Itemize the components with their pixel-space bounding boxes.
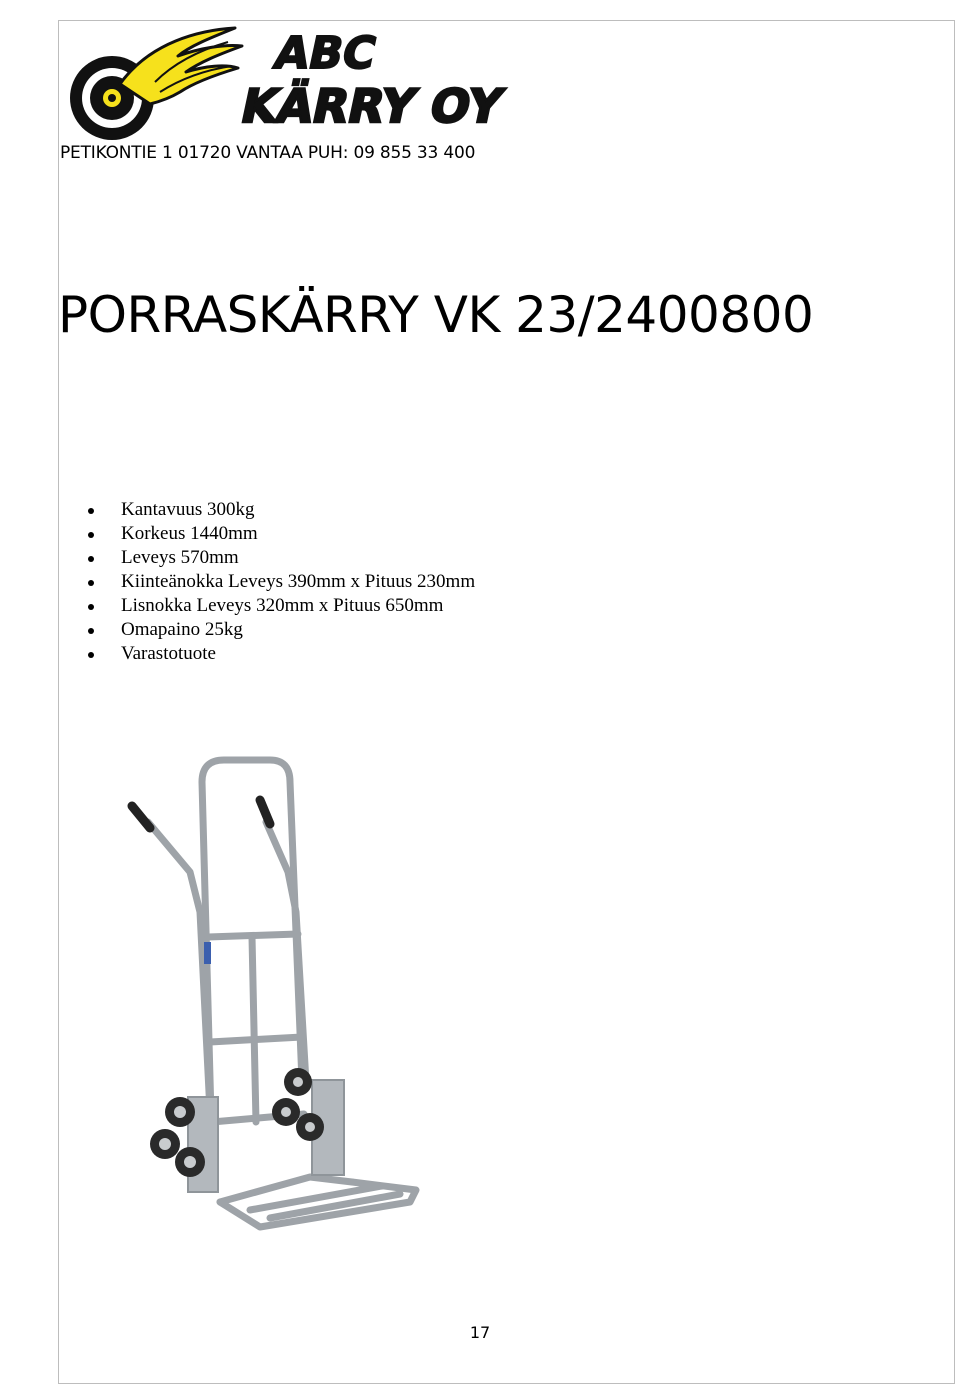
company-address: PETIKONTIE 1 01720 VANTAA PUH: 09 855 33 400 (60, 143, 476, 163)
spec-item-weight (85, 618, 475, 642)
bullet-icon (88, 580, 94, 586)
spec-text: Kiinteänokka Leveys 390mm x Pituus 230mm (121, 571, 476, 592)
spec-text: Kantavuus 300kg (121, 499, 255, 520)
svg-text:KÄRRY OY: KÄRRY OY (236, 79, 508, 133)
spec-item-height (85, 522, 475, 546)
spec-text: Lisnokka Leveys 320mm x Pituus 650mm (121, 595, 444, 616)
spec-text: Varastotuote (121, 643, 216, 664)
product-title: PORRASKÄRRY VK 23/2400800 (58, 286, 814, 344)
bullet-icon (88, 628, 94, 634)
spec-item-extra-nose (85, 594, 475, 618)
stair-trolley-image (120, 752, 430, 1272)
spec-item-width (85, 546, 475, 570)
spec-list (85, 498, 475, 666)
bullet-icon (88, 532, 94, 538)
page-number: 17 (469, 1323, 491, 1342)
spec-item-fixed-nose (85, 570, 475, 594)
bullet-icon (88, 556, 94, 562)
bullet-icon (88, 604, 94, 610)
company-logo (60, 22, 508, 140)
svg-text:ABC: ABC (269, 28, 381, 79)
spec-item-capacity (85, 498, 475, 522)
spec-item-stock (85, 642, 475, 666)
bullet-icon (88, 652, 94, 658)
spec-text: Omapaino 25kg (121, 619, 243, 640)
bullet-icon (88, 508, 94, 514)
spec-text: Korkeus 1440mm (121, 523, 258, 544)
spec-text: Leveys 570mm (121, 547, 239, 568)
